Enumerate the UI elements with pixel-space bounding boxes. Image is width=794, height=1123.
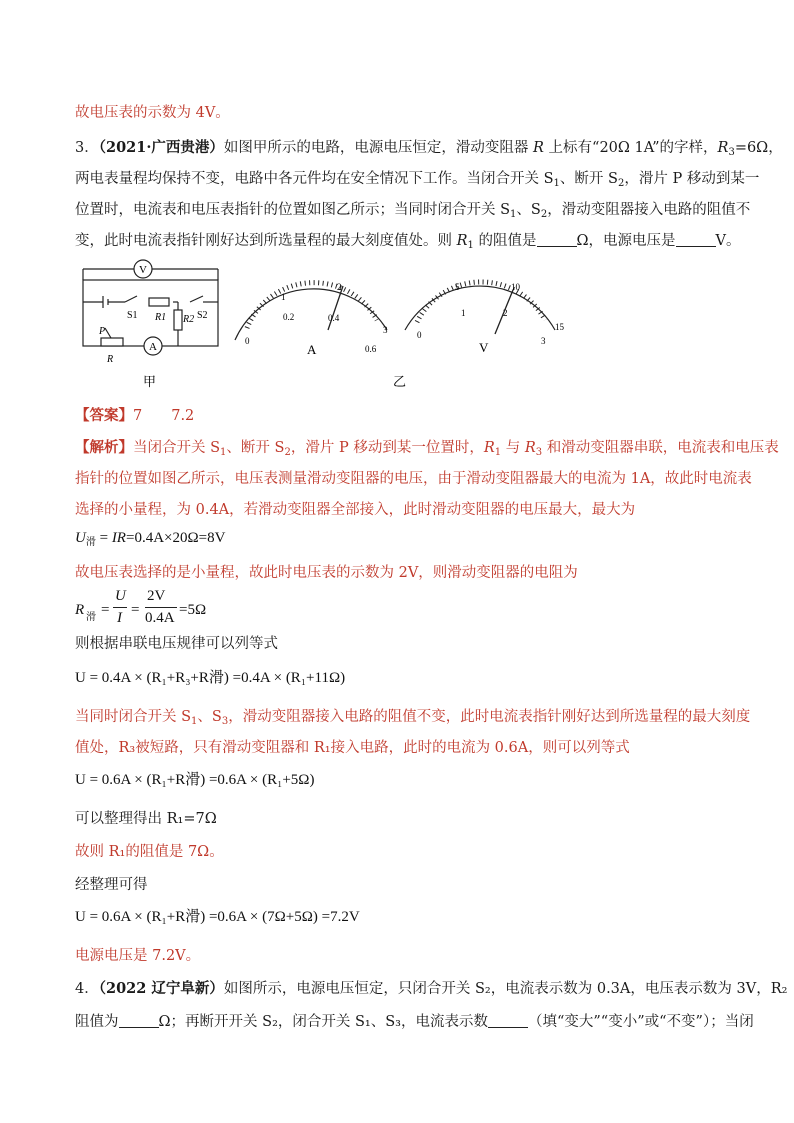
question-3-line-1: 3．（2021·广西贵港）如图甲所示的电路，电源电压恒定，滑动变阻器 R 上标有“20Ω 1A”的字样，$R_3=6\Omega$， [75,139,783,158]
question-4-line-1: 4．（2022 辽宁阜新）如图所示，电源电压恒定，只闭合开关 S₂，电流表示数为 0.3A，电压表示数为 3V，R₂ [75,980,788,997]
question-source: （2022 辽宁阜新） [98,980,224,997]
figure-label-yi: 乙 [393,374,407,389]
answer-label: 【答案】 [75,407,133,424]
previous-conclusion: 故电压表的示数为 4V。 [75,105,230,121]
answer-values: 7 7.2 [133,408,195,424]
explanation-line-5: 则根据串联电压规律可以列等式 [75,636,278,652]
svg-text:1: 1 [461,308,466,318]
formula-series-1: U = 0.4A × (R₁+R₃+R滑) =0.4A × (R₁+11Ω) [75,670,346,686]
svg-text:1: 1 [281,292,286,302]
voltmeter-symbol: V [139,264,147,276]
explanation-label: 【解析】 [75,439,133,456]
explanation-line-2: 指针的位置如图乙所示，电压表测量滑动变阻器的电压，由于滑动变阻器最大的电流为 1A，故此时电流表 [75,471,752,487]
svg-text:5: 5 [455,282,460,292]
voltmeter-unit: V [479,340,489,355]
explanation-line-1: 【解析】当闭合开关 $S_1$、断开 $S_2$，滑片 P 移动到某一位置时，$R_1$ 与 $R_3$ 和滑动变阻器串联，电流表和电压表 [75,439,779,458]
figure-label-jia: 甲 [143,374,157,389]
question-3-line-4: 变，此时电流表指针刚好达到所选量程的最大刻度值处。则 $R_1$ 的阻值是 Ω，电源电压是 V。 [75,233,741,251]
svg-text:R: R [107,354,114,365]
explanation-line-7: 值处，R₃被短路，只有滑动变阻器和 R₁接入电路，此时的电流为 0.6A，则可以列等式 [75,740,630,756]
explanation-line-11: 电源电压是 7.2V。 [75,948,201,964]
svg-text:R2: R2 [183,314,195,325]
svg-text:0: 0 [417,330,422,340]
svg-text:2: 2 [337,282,342,292]
ammeter-symbol: A [149,341,157,353]
formula-series-2: U = 0.6A × (R₁+R滑) =0.6A × (R₁+5Ω) [75,772,315,788]
svg-text:S2: S2 [197,310,208,321]
svg-text:0: 0 [245,336,250,346]
svg-text:0.2: 0.2 [283,312,295,322]
answer-line [75,404,194,425]
question-3-line-2: 两电表量程均保持不变，电路中各元件均在安全情况下工作。当闭合开关 $S_1$、断开 $S_2$，滑片 P 移动到某一 [75,171,760,189]
ammeter-unit: A [307,342,317,357]
explanation-line-9: 故则 R₁的阻值是 7Ω。 [75,844,224,860]
question-number: 4． [75,981,99,997]
explanation-line-10: 经整理可得 [75,877,148,893]
voltmeter-dial [405,282,555,334]
explanation-line-3: 选择的小量程，为 0.4A，若滑动变阻器全部接入，此时滑动变阻器的电压最大，最大为 [75,502,636,518]
answer-blank-2[interactable] [676,232,716,247]
answer-blank-4[interactable] [488,1013,528,1028]
figure-circuit-and-meters [75,258,595,393]
explanation-line-4: 故电压表选择的是小量程，故此时电压表的示数为 2V，则滑动变阻器的电阻为 [75,565,578,581]
question-4-line-2: 阻值为 Ω；再断开开关 S₂，闭合开关 S₁、S₃，电流表示数 （填“变大”“变小”或“不变”）；当闭 [75,1014,754,1030]
ammeter-dial [235,283,387,340]
svg-text:10: 10 [511,282,520,292]
svg-text:R1: R1 [155,312,167,323]
explanation-line-6: 当同时闭合开关 $S_1$、$S_3$，滑动变阻器接入电路的阻值不变，此时电流表指针刚好达到所选量程的最大刻度 [75,709,751,727]
svg-text:3: 3 [541,336,546,346]
question-source: （2021·广西贵港） [98,139,224,156]
formula-max-voltage: $U_滑 = IR=0.4A\times 20\Omega=8V$ [75,530,226,548]
answer-blank-3[interactable] [119,1013,159,1028]
formula-final: U = 0.6A × (R₁+R滑) =0.6A × (7Ω+5Ω) =7.2V [75,909,360,925]
svg-text:0.6: 0.6 [365,344,377,354]
question-3-line-3: 位置时，电流表和电压表指针的位置如图乙所示；当同时闭合开关 $S_1$、$S_2$，滑动变阻器接入电路的阻值不 [75,202,751,220]
svg-text:2: 2 [503,308,508,318]
question-number: 3． [75,140,99,156]
answer-blank-1[interactable] [537,232,577,247]
svg-text:15: 15 [555,322,564,332]
svg-text:S1: S1 [127,310,138,321]
svg-text:3: 3 [383,325,388,335]
svg-text:0.4: 0.4 [328,313,340,323]
explanation-line-8: 可以整理得出 R₁=7Ω [75,811,217,827]
svg-text:P: P [99,326,106,337]
